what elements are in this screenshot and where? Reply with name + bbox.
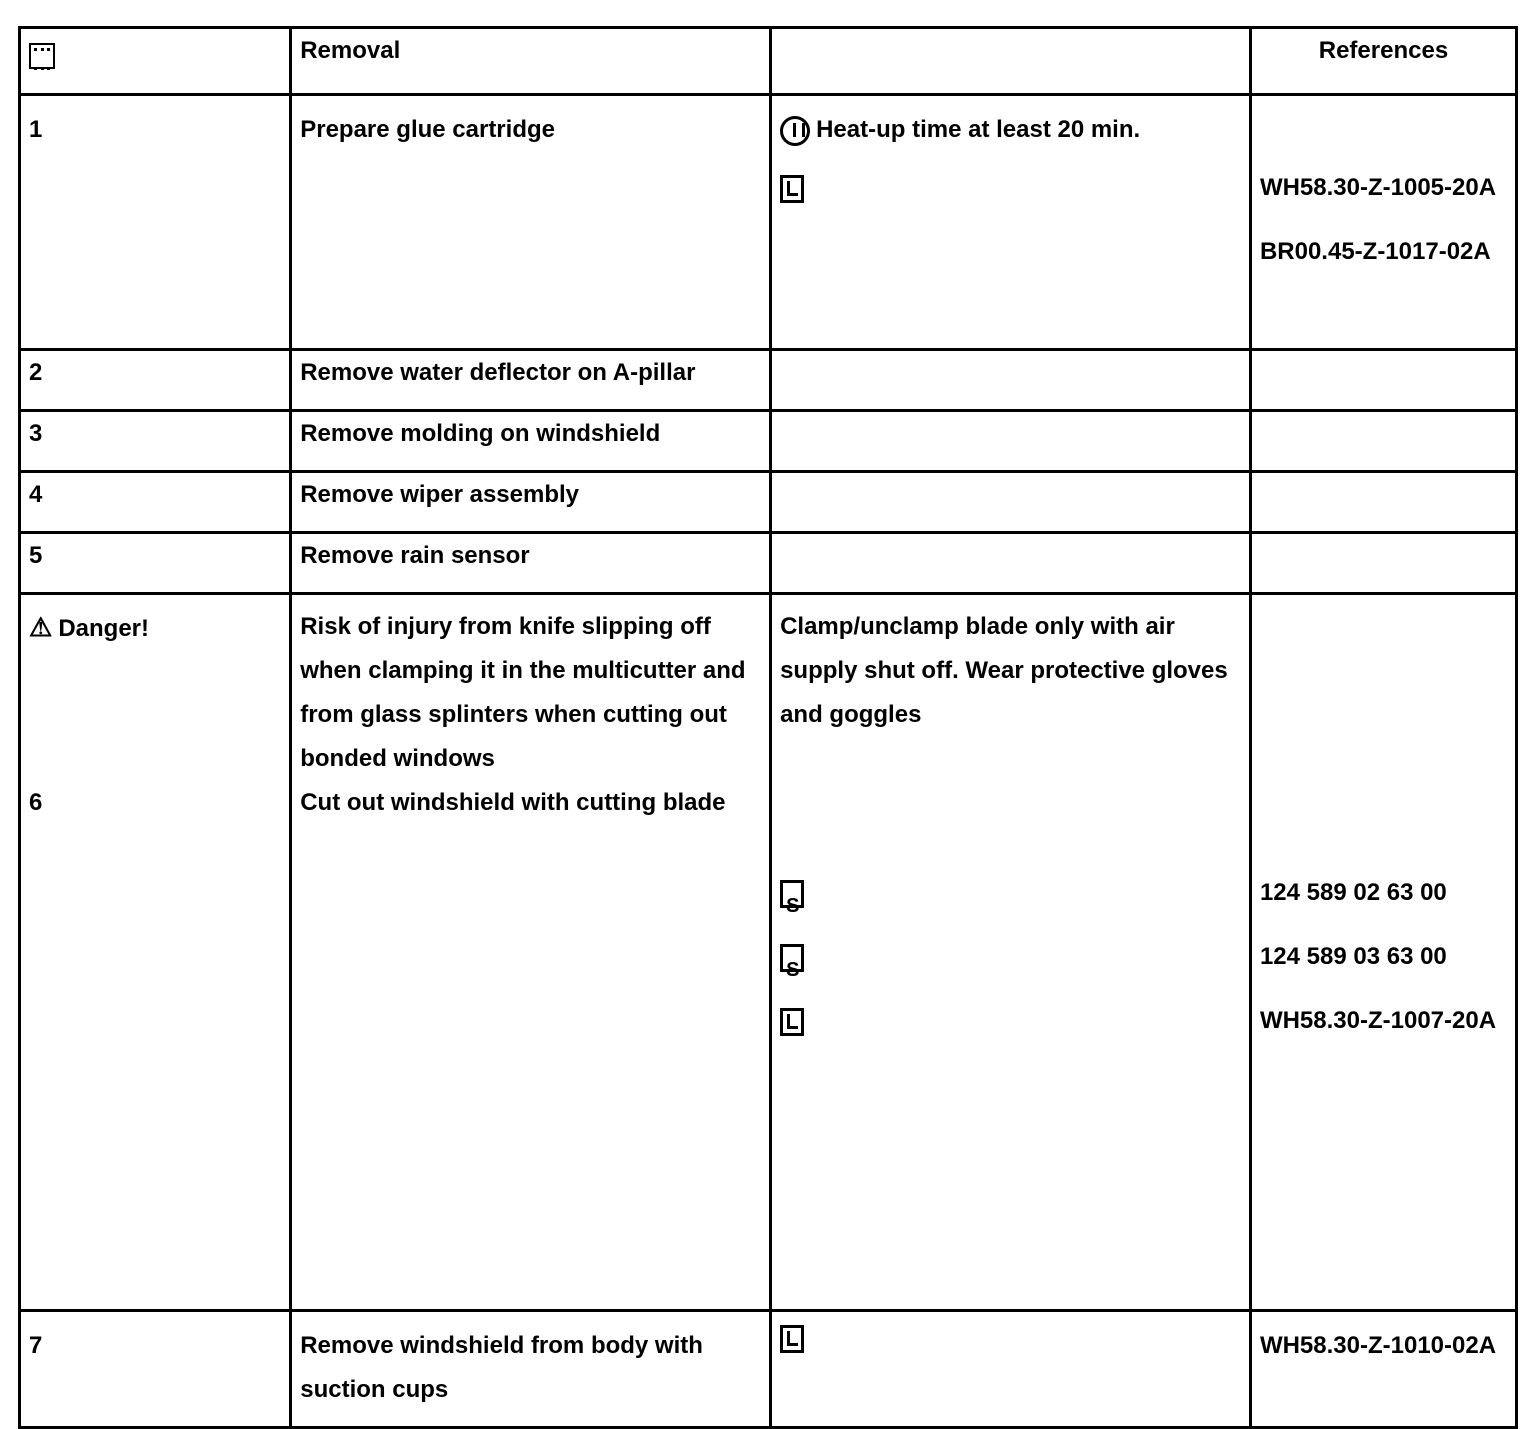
step-notes (771, 533, 1251, 594)
step-references (1250, 95, 1516, 350)
document-icon (780, 175, 804, 203)
reference-link[interactable]: WH58.30-Z-1007-20A (1259, 1007, 1497, 1034)
header-notes (771, 28, 1251, 95)
special-tool-icon (780, 944, 804, 972)
header-icon-cell (20, 28, 291, 95)
table-row (20, 411, 1517, 472)
reference-link[interactable]: WH58.30-Z-1005-20A (1259, 174, 1497, 201)
table-row (20, 533, 1517, 594)
step-references (1250, 411, 1516, 472)
reference-link[interactable]: WH58.30-Z-1010-02A (1259, 1332, 1497, 1359)
step-number: 3 (20, 411, 291, 472)
reference-link[interactable]: 124 589 03 63 00 (1259, 943, 1447, 970)
step-references (1250, 350, 1516, 411)
step-number-cell (20, 594, 291, 1311)
step-action-cell (291, 594, 771, 1311)
table-row (20, 350, 1517, 411)
step-notes (771, 1311, 1251, 1428)
time-icon (780, 116, 810, 146)
procedure-table (18, 26, 1518, 1429)
danger-text: Risk of injury from knife slipping off when clamping it in the multicutter and from glass splinters when cutting out bonded windows (300, 613, 746, 772)
table-row (20, 594, 1517, 1311)
step-number: 1 (20, 95, 291, 350)
header-row (20, 28, 1517, 95)
step-action: Prepare glue cartridge (291, 95, 771, 350)
step-number: 4 (20, 472, 291, 533)
table-row (20, 472, 1517, 533)
danger-label: Danger! (58, 615, 149, 642)
step-notes (771, 350, 1251, 411)
warning-icon: ⚠ (29, 612, 53, 642)
step-notes (771, 472, 1251, 533)
expand-corner-icon (29, 43, 55, 69)
step-action: Remove wiper assembly (291, 472, 771, 533)
reference-link[interactable]: 124 589 02 63 00 (1259, 879, 1447, 906)
danger-note: Clamp/unclamp blade only with air supply shut off. Wear protective gloves and goggles (780, 613, 1228, 728)
step-number: 6 (29, 789, 43, 816)
step-action: Remove water deflector on A-pillar (291, 350, 771, 411)
header-removal: Removal (291, 28, 771, 95)
step-references (1250, 1311, 1516, 1428)
heat-up-note: Heat-up time at least 20 min. (816, 116, 1141, 143)
step-number: 2 (20, 350, 291, 411)
step-notes (771, 95, 1251, 350)
document-icon (780, 1325, 804, 1353)
step-action: Remove windshield from body with suction cups (291, 1311, 771, 1428)
step-references (1250, 472, 1516, 533)
step-action: Remove rain sensor (291, 533, 771, 594)
header-references: References (1250, 28, 1516, 95)
table-row (20, 1311, 1517, 1428)
step-notes (771, 594, 1251, 1311)
step-references (1250, 594, 1516, 1311)
step-number: 5 (20, 533, 291, 594)
step-action: Remove molding on windshield (291, 411, 771, 472)
reference-link[interactable]: BR00.45-Z-1017-02A (1259, 238, 1491, 265)
step-action: Cut out windshield with cutting blade (300, 789, 726, 816)
step-number: 7 (20, 1311, 291, 1428)
special-tool-icon (780, 880, 804, 908)
table-row (20, 95, 1517, 350)
step-notes (771, 411, 1251, 472)
step-references (1250, 533, 1516, 594)
document-icon (780, 1008, 804, 1036)
